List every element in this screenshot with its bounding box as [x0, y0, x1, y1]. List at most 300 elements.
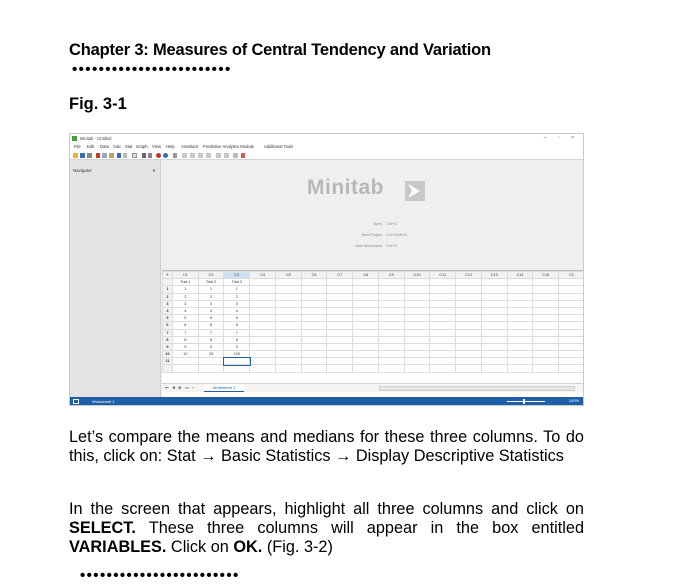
empty-cell[interactable] [250, 286, 276, 293]
data-cell[interactable]: 1 [198, 286, 224, 293]
variables-keyword: VARIABLES. [69, 538, 167, 556]
empty-cell[interactable] [275, 343, 301, 350]
empty-cell[interactable] [559, 351, 584, 358]
column-name-cell[interactable] [301, 279, 327, 286]
graph-tools-icon[interactable] [198, 153, 203, 158]
empty-cell[interactable] [430, 315, 456, 322]
empty-cell[interactable] [378, 315, 404, 322]
empty-cell[interactable] [250, 315, 276, 322]
empty-cell[interactable] [559, 343, 584, 350]
column-name-cell[interactable]: Trial 2 [198, 279, 224, 286]
empty-cell[interactable] [327, 286, 353, 293]
menu-calc[interactable]: Calc [113, 144, 122, 149]
data-cell[interactable]: 1 [224, 286, 250, 293]
welcome-new-project-label: New Project [361, 233, 382, 237]
column-header[interactable]: C13 [481, 272, 507, 279]
empty-cell[interactable] [301, 351, 327, 358]
row-number[interactable]: 5 [163, 315, 173, 322]
data-cell[interactable]: 5 [224, 315, 250, 322]
empty-cell[interactable] [507, 351, 533, 358]
empty-cell[interactable] [301, 336, 327, 343]
window-title: Minitab - Untitled [80, 136, 112, 141]
column-header[interactable]: C14 [507, 272, 533, 279]
empty-cell[interactable] [353, 307, 379, 314]
replace-icon[interactable] [148, 153, 152, 158]
empty-cell[interactable] [507, 286, 533, 293]
save-icon[interactable] [80, 153, 85, 158]
empty-cell[interactable] [378, 293, 404, 300]
para2-text-3: Click on [166, 538, 234, 556]
empty-cell[interactable] [301, 307, 327, 314]
empty-cell[interactable] [172, 365, 198, 372]
empty-cell[interactable] [250, 307, 276, 314]
empty-cell[interactable] [404, 336, 430, 343]
empty-cell[interactable] [353, 358, 379, 365]
empty-cell[interactable] [275, 315, 301, 322]
empty-cell[interactable] [275, 351, 301, 358]
annotate-icon[interactable] [233, 153, 238, 158]
empty-cell[interactable] [378, 351, 404, 358]
empty-cell[interactable] [327, 336, 353, 343]
zoom-level: 100% [568, 398, 579, 403]
empty-cell[interactable] [378, 343, 404, 350]
empty-cell[interactable] [430, 336, 456, 343]
empty-cell[interactable] [301, 293, 327, 300]
data-cell[interactable]: 25 [198, 351, 224, 358]
empty-cell[interactable] [250, 336, 276, 343]
row-number[interactable]: 9 [163, 343, 173, 350]
data-cell[interactable]: 4 [198, 307, 224, 314]
empty-cell[interactable] [301, 365, 327, 372]
status-bar [70, 397, 583, 406]
data-cell[interactable]: 2 [198, 293, 224, 300]
brush-icon[interactable] [206, 153, 211, 158]
empty-cell[interactable] [250, 293, 276, 300]
panel-toggle-icon[interactable] [73, 399, 79, 404]
empty-cell[interactable] [507, 358, 533, 365]
navigator-label: Navigator [73, 168, 92, 173]
empty-cell[interactable] [250, 365, 276, 372]
empty-cell[interactable] [559, 322, 584, 329]
worksheet-icon[interactable] [132, 153, 137, 158]
empty-cell[interactable] [507, 365, 533, 372]
select-icon[interactable] [224, 153, 229, 158]
column-name-cell[interactable] [275, 279, 301, 286]
empty-cell[interactable] [378, 358, 404, 365]
empty-cell[interactable] [533, 307, 559, 314]
column-header[interactable]: C5 [275, 272, 301, 279]
table-row [163, 322, 585, 329]
empty-cell[interactable] [533, 336, 559, 343]
empty-cell[interactable] [250, 329, 276, 336]
empty-cell[interactable] [404, 322, 430, 329]
empty-cell[interactable] [275, 307, 301, 314]
empty-cell[interactable] [430, 365, 456, 372]
minitab-logo-icon [405, 181, 427, 201]
empty-cell[interactable] [481, 351, 507, 358]
empty-cell[interactable] [430, 322, 456, 329]
empty-cell[interactable] [353, 300, 379, 307]
column-name-cell[interactable] [533, 279, 559, 286]
data-cell[interactable]: 6 [224, 322, 250, 329]
empty-cell[interactable] [559, 336, 584, 343]
redo-icon[interactable] [123, 153, 127, 158]
empty-cell[interactable] [456, 315, 482, 322]
empty-cell[interactable] [507, 293, 533, 300]
empty-cell[interactable] [301, 300, 327, 307]
empty-cell[interactable] [481, 336, 507, 343]
menu-data[interactable]: Data [100, 144, 109, 149]
empty-cell[interactable] [353, 336, 379, 343]
empty-cell[interactable] [533, 358, 559, 365]
empty-cell[interactable] [430, 307, 456, 314]
undo-icon[interactable] [117, 153, 121, 158]
empty-cell[interactable] [481, 286, 507, 293]
column-name-row [163, 279, 585, 286]
zoom-slider-handle[interactable] [523, 399, 525, 404]
data-cell[interactable]: 1 [172, 286, 198, 293]
chart-icon[interactable] [182, 153, 187, 158]
menu-help[interactable]: Help [166, 144, 175, 149]
cancel-icon[interactable] [156, 153, 161, 158]
empty-cell[interactable] [481, 307, 507, 314]
dotted-divider: •••••••••••••••••••••••• [72, 61, 232, 78]
empty-cell[interactable] [301, 322, 327, 329]
column-header[interactable]: C7 [327, 272, 353, 279]
empty-cell[interactable] [327, 293, 353, 300]
select-all-corner[interactable]: + [163, 272, 173, 279]
data-cell[interactable]: 3 [172, 300, 198, 307]
row-number[interactable]: 1 [163, 286, 173, 293]
empty-cell[interactable] [275, 358, 301, 365]
empty-cell[interactable] [301, 315, 327, 322]
data-cell[interactable]: 9 [172, 343, 198, 350]
empty-cell[interactable] [430, 358, 456, 365]
empty-cell[interactable] [275, 365, 301, 372]
data-cell[interactable] [198, 358, 224, 365]
help-icon[interactable] [163, 153, 168, 158]
empty-cell[interactable] [507, 322, 533, 329]
empty-cell[interactable] [430, 286, 456, 293]
empty-cell[interactable] [456, 322, 482, 329]
empty-cell[interactable] [507, 343, 533, 350]
chevron-down-icon[interactable]: ▼ [152, 168, 156, 173]
data-cell[interactable]: 2 [172, 293, 198, 300]
column-header[interactable]: C11 [430, 272, 456, 279]
empty-cell[interactable] [533, 329, 559, 336]
empty-cell[interactable] [456, 286, 482, 293]
empty-cell[interactable] [404, 365, 430, 372]
menu-assistant[interactable]: Assistant [181, 144, 198, 149]
data-cell[interactable]: 3 [198, 300, 224, 307]
table-row [163, 293, 585, 300]
data-cell[interactable]: 9 [198, 343, 224, 350]
empty-cell[interactable] [327, 315, 353, 322]
column-name-cell[interactable] [430, 279, 456, 286]
empty-cell[interactable] [353, 293, 379, 300]
data-cell[interactable]: 5 [172, 315, 198, 322]
empty-cell[interactable] [481, 322, 507, 329]
instruction-paragraph-2 [69, 500, 584, 557]
cut-icon[interactable] [96, 153, 100, 158]
empty-cell[interactable] [327, 322, 353, 329]
empty-cell[interactable] [275, 322, 301, 329]
worksheet-tab[interactable]: Worksheet 1 [204, 384, 244, 392]
empty-cell[interactable] [456, 336, 482, 343]
empty-cell[interactable] [533, 322, 559, 329]
empty-cell[interactable] [327, 329, 353, 336]
empty-cell[interactable] [378, 322, 404, 329]
column-name-cell[interactable] [250, 279, 276, 286]
empty-cell[interactable] [533, 351, 559, 358]
column-name-cell[interactable] [456, 279, 482, 286]
empty-cell[interactable] [353, 286, 379, 293]
column-header[interactable]: C8 [353, 272, 379, 279]
menu-bar [70, 143, 583, 151]
empty-cell[interactable] [404, 358, 430, 365]
row-number[interactable]: 11 [163, 358, 173, 365]
column-name-cell[interactable] [353, 279, 379, 286]
new-file-icon[interactable] [73, 153, 78, 158]
empty-cell[interactable] [250, 343, 276, 350]
empty-cell[interactable] [301, 343, 327, 350]
empty-cell[interactable] [301, 286, 327, 293]
minitab-logo: Minitab [307, 176, 384, 199]
empty-cell[interactable] [481, 293, 507, 300]
empty-cell[interactable] [559, 365, 584, 372]
empty-cell[interactable] [404, 329, 430, 336]
empty-cell[interactable] [378, 329, 404, 336]
empty-cell[interactable] [327, 300, 353, 307]
column-name-cell[interactable]: Trial 1 [172, 279, 198, 286]
empty-cell[interactable] [250, 322, 276, 329]
empty-cell[interactable] [198, 365, 224, 372]
column-name-cell[interactable] [378, 279, 404, 286]
empty-cell[interactable] [559, 315, 584, 322]
table-row [163, 351, 585, 358]
row-number[interactable]: 4 [163, 307, 173, 314]
empty-cell[interactable] [456, 365, 482, 372]
empty-cell[interactable] [378, 300, 404, 307]
empty-cell[interactable] [327, 307, 353, 314]
column-name-cell[interactable] [404, 279, 430, 286]
empty-cell[interactable] [430, 343, 456, 350]
menu-edit[interactable]: Edit [87, 144, 95, 149]
empty-cell[interactable] [559, 358, 584, 365]
empty-cell[interactable] [353, 322, 379, 329]
data-cell[interactable]: 4 [224, 307, 250, 314]
column-name-cell[interactable] [327, 279, 353, 286]
menu-additional-tools[interactable]: Additional Tools [264, 144, 294, 149]
data-cell[interactable]: 8 [224, 336, 250, 343]
table-row [163, 307, 585, 314]
data-cell[interactable]: 8 [198, 336, 224, 343]
empty-cell[interactable] [404, 351, 430, 358]
empty-cell[interactable] [507, 329, 533, 336]
empty-cell[interactable] [327, 365, 353, 372]
row-number[interactable]: 8 [163, 336, 173, 343]
empty-cell[interactable] [533, 293, 559, 300]
ok-keyword: OK. [233, 538, 263, 556]
empty-cell[interactable] [533, 315, 559, 322]
empty-cell[interactable] [456, 293, 482, 300]
print-icon[interactable] [87, 153, 92, 158]
empty-cell[interactable] [327, 343, 353, 350]
data-cell[interactable]: 100 [224, 351, 250, 358]
empty-cell[interactable] [456, 329, 482, 336]
minitab-app-icon [72, 136, 77, 141]
menu-predictive-analytics[interactable]: Predictive Analytics Module [203, 144, 254, 149]
empty-cell[interactable] [481, 329, 507, 336]
worksheet-tab-navigation[interactable]: ⏮ ◀ ▶ ⏭ + [165, 385, 196, 390]
empty-cell[interactable] [533, 343, 559, 350]
row-number[interactable]: 6 [163, 322, 173, 329]
column-header[interactable]: C15 [533, 272, 559, 279]
column-header[interactable]: C12 [456, 272, 482, 279]
empty-cell[interactable] [404, 307, 430, 314]
empty-cell[interactable] [404, 315, 430, 322]
data-cell[interactable]: 7 [224, 329, 250, 336]
function-icon[interactable] [173, 153, 177, 158]
empty-cell[interactable] [481, 358, 507, 365]
empty-cell[interactable] [250, 351, 276, 358]
worksheet-table [162, 271, 584, 373]
empty-cell[interactable] [456, 343, 482, 350]
column-header[interactable]: C6 [301, 272, 327, 279]
empty-cell[interactable] [507, 307, 533, 314]
copy-icon[interactable] [102, 153, 107, 158]
empty-cell[interactable] [275, 329, 301, 336]
menu-stat[interactable]: Stat [125, 144, 133, 149]
menu-view[interactable]: View [152, 144, 162, 149]
data-cell[interactable]: 4 [172, 307, 198, 314]
empty-cell[interactable] [559, 329, 584, 336]
empty-cell[interactable] [481, 315, 507, 322]
empty-cell[interactable] [378, 307, 404, 314]
empty-cell[interactable] [430, 300, 456, 307]
welcome-panel [162, 160, 584, 270]
find-icon[interactable] [142, 153, 146, 158]
row-number[interactable]: 2 [163, 293, 173, 300]
empty-cell[interactable] [404, 293, 430, 300]
zoom-slider[interactable] [507, 401, 545, 402]
empty-cell[interactable] [224, 365, 250, 372]
row-number[interactable]: 3 [163, 300, 173, 307]
empty-cell[interactable] [353, 329, 379, 336]
empty-cell[interactable] [559, 286, 584, 293]
horizontal-scrollbar[interactable] [379, 386, 575, 391]
empty-cell[interactable] [275, 286, 301, 293]
menu-graph[interactable]: Graph [136, 144, 148, 149]
column-header[interactable]: C9 [378, 272, 404, 279]
menu-file[interactable]: File [74, 144, 81, 149]
data-cell[interactable]: 10 [172, 351, 198, 358]
empty-cell[interactable] [404, 286, 430, 293]
column-name-cell[interactable] [559, 279, 584, 286]
column-header[interactable]: C1 [172, 272, 198, 279]
stat-icon[interactable] [190, 153, 195, 158]
empty-cell[interactable] [353, 351, 379, 358]
empty-cell[interactable] [533, 286, 559, 293]
empty-cell[interactable] [378, 286, 404, 293]
empty-cell[interactable] [275, 300, 301, 307]
column-name-cell[interactable] [481, 279, 507, 286]
empty-cell[interactable] [250, 358, 276, 365]
column-header[interactable]: C4 [250, 272, 276, 279]
empty-cell[interactable] [430, 293, 456, 300]
pen-icon[interactable] [241, 153, 245, 158]
instruction-paragraph-1: Let’s compare the means and medians for these three columns. To do this, click on: Stat → Basic Statistics → Display Descriptive Statistics [69, 428, 584, 465]
column-name-cell[interactable]: Trial 3 [224, 279, 250, 286]
column-header[interactable]: C3 [224, 272, 250, 279]
empty-cell[interactable] [430, 351, 456, 358]
empty-cell[interactable] [481, 300, 507, 307]
empty-cell[interactable] [507, 336, 533, 343]
column-header[interactable]: C1 [559, 272, 584, 279]
data-cell[interactable]: 6 [198, 322, 224, 329]
empty-cell[interactable] [378, 365, 404, 372]
edit-graph-icon[interactable] [216, 153, 221, 158]
data-cell[interactable]: 2 [224, 293, 250, 300]
empty-cell[interactable] [353, 365, 379, 372]
data-cell[interactable]: 6 [172, 322, 198, 329]
data-cell[interactable]: 9 [224, 343, 250, 350]
column-id-row [163, 272, 585, 279]
empty-cell[interactable] [327, 351, 353, 358]
empty-cell[interactable] [559, 300, 584, 307]
column-header[interactable]: C2 [198, 272, 224, 279]
empty-cell[interactable] [404, 343, 430, 350]
data-cell[interactable] [224, 358, 250, 365]
empty-cell[interactable] [378, 336, 404, 343]
empty-cell[interactable] [250, 300, 276, 307]
data-cell[interactable]: 8 [172, 336, 198, 343]
empty-cell[interactable] [507, 300, 533, 307]
empty-cell[interactable] [507, 315, 533, 322]
empty-cell[interactable] [353, 343, 379, 350]
data-cell[interactable]: 5 [198, 315, 224, 322]
empty-cell[interactable] [559, 307, 584, 314]
empty-cell[interactable] [533, 365, 559, 372]
empty-cell[interactable] [301, 358, 327, 365]
empty-cell[interactable] [533, 300, 559, 307]
column-header[interactable]: C10 [404, 272, 430, 279]
empty-cell[interactable] [559, 293, 584, 300]
empty-cell[interactable] [456, 351, 482, 358]
data-cell[interactable]: 7 [198, 329, 224, 336]
row-number[interactable]: 10 [163, 351, 173, 358]
empty-cell[interactable] [456, 358, 482, 365]
empty-cell[interactable] [353, 315, 379, 322]
empty-cell[interactable] [327, 358, 353, 365]
empty-cell[interactable] [430, 329, 456, 336]
empty-cell[interactable] [456, 300, 482, 307]
empty-cell[interactable] [481, 365, 507, 372]
empty-cell[interactable] [404, 300, 430, 307]
empty-cell[interactable] [456, 307, 482, 314]
column-name-cell[interactable] [507, 279, 533, 286]
data-cell[interactable]: 3 [224, 300, 250, 307]
empty-cell[interactable] [275, 336, 301, 343]
empty-cell[interactable] [481, 343, 507, 350]
data-cell[interactable]: 7 [172, 329, 198, 336]
data-cell[interactable] [172, 358, 198, 365]
empty-cell[interactable] [301, 329, 327, 336]
empty-cell[interactable] [275, 293, 301, 300]
paste-icon[interactable] [109, 153, 114, 158]
window-controls[interactable]: – ▫ × [543, 135, 579, 141]
row-number[interactable]: 7 [163, 329, 173, 336]
